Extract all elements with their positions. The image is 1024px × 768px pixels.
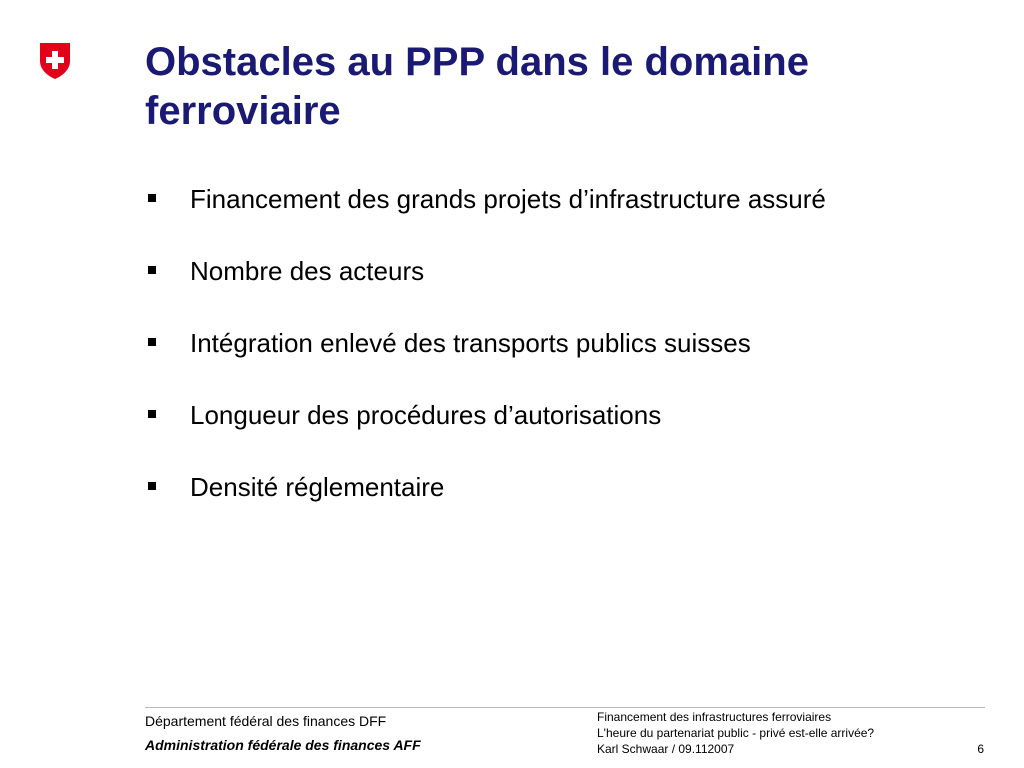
page-number: 6 <box>977 742 984 756</box>
footer-presentation-info <box>597 709 874 757</box>
swiss-shield-icon <box>39 42 71 80</box>
square-bullet-icon <box>148 266 156 274</box>
footer-divider <box>145 707 985 708</box>
footer-administration: Administration fédérale des finances AFF <box>145 737 421 753</box>
bullet-text: Nombre des acteurs <box>190 256 425 286</box>
bullet-text: Financement des grands projets d’infrastructure assuré <box>190 184 826 214</box>
slide-title: Obstacles au PPP dans le domaine ferroviaire <box>145 40 809 133</box>
bullet-text: Longueur des procédures d’autorisations <box>190 400 662 430</box>
square-bullet-icon <box>148 482 156 490</box>
square-bullet-icon <box>148 338 156 346</box>
footer-presentation-subtitle: L'heure du partenariat public - privé est-elle arrivée? <box>597 726 875 740</box>
bullet-text: Densité réglementaire <box>190 472 445 502</box>
square-bullet-icon <box>148 410 156 418</box>
square-bullet-icon <box>148 194 156 202</box>
footer-author-date: Karl Schwaar / 09.112007 <box>597 742 735 756</box>
footer-department: Département fédéral des finances DFF <box>145 713 387 729</box>
footer-presentation-title: Financement des infrastructures ferroviaires <box>597 710 832 724</box>
bullet-text: Intégration enlevé des transports publics suisses <box>190 328 751 358</box>
